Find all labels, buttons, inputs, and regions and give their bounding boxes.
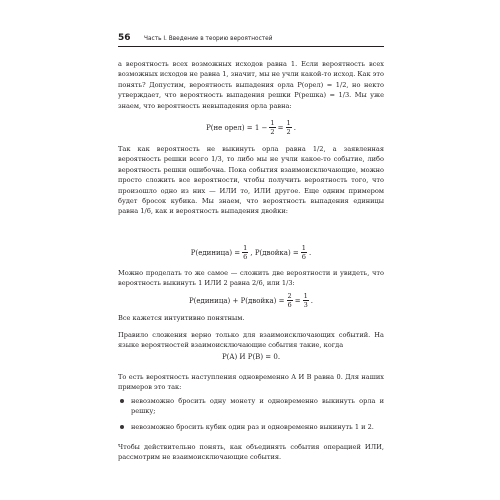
list-item [118, 422, 384, 432]
fraction-numerator: 1 [303, 292, 308, 300]
bullet-list [118, 396, 384, 432]
paragraph-text: а вероятность всех возможных исходов равна 1. Если вероятность всех возможных исходов не равна 1, значит, мы не учли какой-то исход. Как это понять? Допустим, вероятность выпадения орла P(орел) = 1/2, но некто утверждает, что вероятность выпадения решки P(решка) = 1/3. Мы уже знаем, что вероятность невыпадения орла равна: [118, 60, 384, 110]
fraction [287, 292, 293, 309]
fraction [303, 292, 309, 309]
fraction-numerator: 1 [270, 119, 275, 127]
formula-die-probabilities [118, 244, 384, 261]
formula-end: . [310, 296, 314, 305]
fraction-denominator: 2 [270, 128, 275, 136]
paragraph [118, 268, 384, 289]
paragraph-text: Так как вероятность не выкинуть орла равна 1/2, а заявленная вероятность решки всего 1/3, то либо мы не учли какое-то событие, либо вероятность решки ошибочна. Пока события взаимоисключающие, можно просто сложить все вероятности, чтобы получить вероятность того, что произошло одно из них — ИЛИ то, ИЛИ другое. Еще одним примером будет бросок кубика. Мы знаем, что вероятность выпадения единицы равна 1/6, как и вероятность выпадения двойки: [118, 145, 384, 216]
formula-mutually-exclusive [118, 353, 384, 361]
paragraph-text: Все кажется интуитивно понятным. [118, 314, 245, 322]
list-item-text: невозможно бросить кубик один раз и одновременно выкинуть 1 и 2. [131, 422, 374, 431]
fraction-denominator: 2 [286, 128, 291, 136]
header-rule [118, 46, 384, 47]
formula-part: , P(двойка) = [250, 248, 299, 257]
paragraph [118, 144, 384, 217]
formula-equals: = [294, 296, 301, 305]
paragraph [118, 442, 384, 463]
page-number: 56 [118, 33, 131, 43]
formula-equals: = [277, 123, 284, 132]
paragraph-text: Можно проделать то же самое — сложить две вероятности и увидеть, что вероятность выкинуть 1 ИЛИ 2 равна 2/6, или 1/3: [118, 269, 384, 288]
fraction [301, 244, 307, 261]
paragraph [118, 372, 384, 393]
paragraph [118, 313, 384, 323]
paragraph-text: Чтобы действительно понять, как объединять события операцией ИЛИ, рассмотрим не взаимоисключающие события. [118, 443, 384, 462]
list-item-text: невозможно бросить одну монету и одновременно выкинуть орла и решку; [131, 397, 384, 416]
paragraph-text: То есть вероятность наступления одновременно A И B равна 0. Для наших примеров это так: [118, 373, 384, 392]
list-item [118, 396, 384, 417]
fraction-denominator: 6 [287, 301, 292, 309]
fraction-numerator: 1 [301, 244, 306, 252]
page-header [118, 33, 384, 47]
fraction [269, 119, 275, 136]
formula-end: . [308, 248, 312, 257]
fraction-denominator: 6 [301, 253, 306, 261]
formula-part: P(единица) = [190, 248, 241, 257]
fraction-denominator: 6 [243, 253, 248, 261]
paragraph-text: Правило сложения верно только для взаимоисключающих событий. На языке вероятностей взаимоисключающие события такие, когда [118, 331, 384, 350]
formula-end: . [293, 123, 296, 132]
bullet-icon [120, 425, 124, 429]
bullet-icon [120, 399, 124, 403]
fraction [242, 244, 248, 261]
fraction-denominator: 3 [303, 301, 308, 309]
fraction-numerator: 1 [243, 244, 248, 252]
formula-lhs: P(единица) + P(двойка) = [188, 296, 285, 305]
paragraph [118, 330, 384, 351]
formula-sum [118, 292, 384, 309]
paragraph [118, 59, 384, 111]
fraction [286, 119, 292, 136]
fraction-numerator: 2 [287, 292, 292, 300]
formula-lhs: P(не орел) = 1 − [206, 123, 268, 132]
running-head: Часть I. Введение в теорию вероятностей [144, 36, 273, 42]
fraction-numerator: 1 [286, 119, 291, 127]
formula-not-heads [118, 119, 384, 136]
formula-text: P(A) И P(B) = 0. [221, 353, 281, 361]
